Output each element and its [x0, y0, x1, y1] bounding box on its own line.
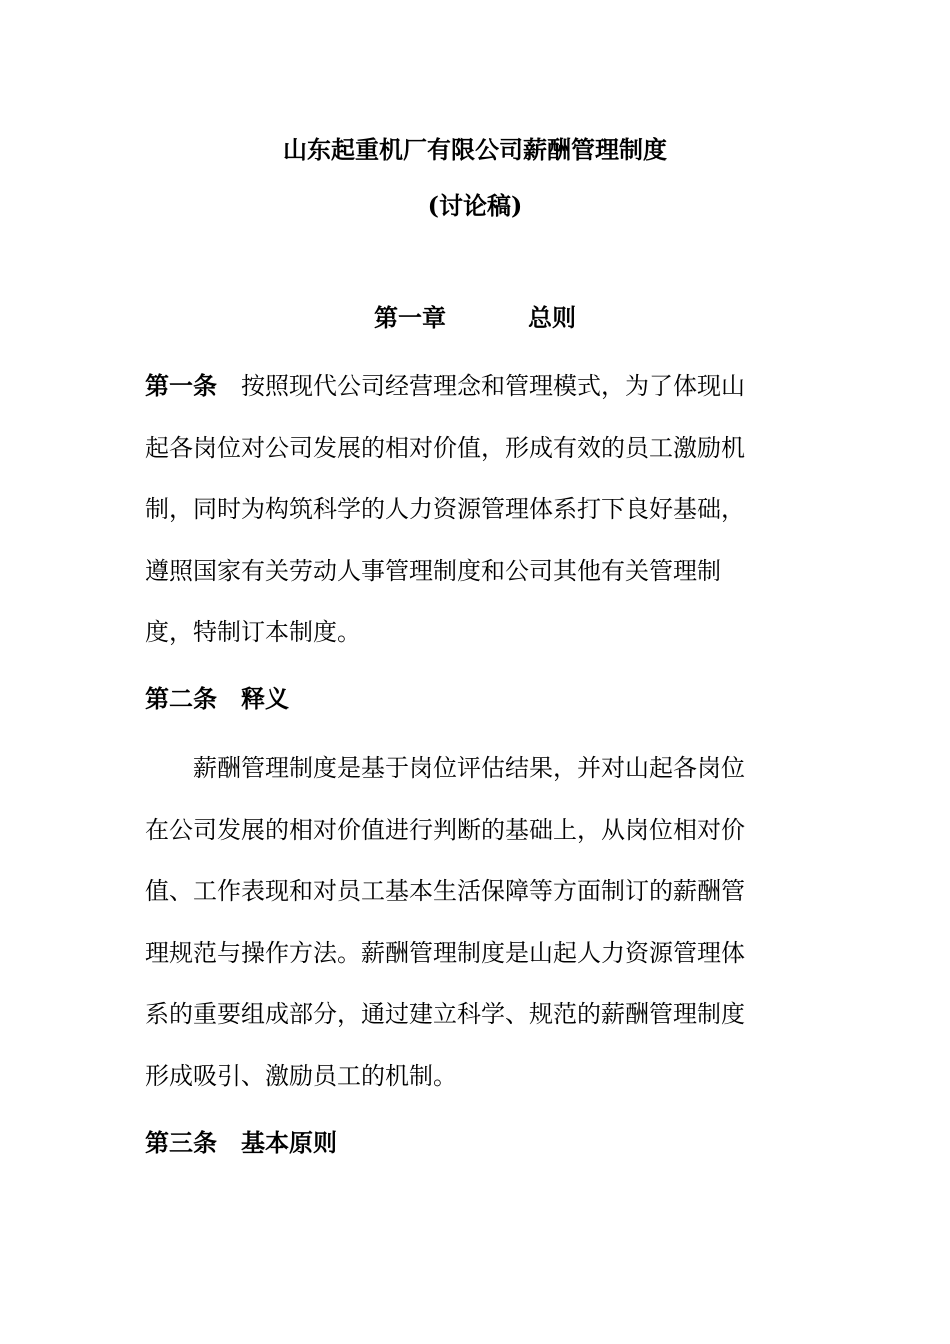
article-1-text-line: 制，同时为构筑科学的人力资源管理体系打下良好基础，	[145, 495, 745, 523]
document-subtitle: (讨论稿)	[427, 191, 523, 220]
article-2-text-line: 系的重要组成部分，通过建立科学、规范的薪酬管理制度	[145, 1000, 745, 1028]
article-2-text-line: 薪酬管理制度是基于岗位评估结果，并对山起各岗位	[193, 754, 745, 782]
article-2-text-line: 形成吸引、激励员工的机制。	[145, 1061, 457, 1090]
article-1-text-line: 度，特制订本制度。	[145, 618, 361, 646]
article-3-title: 基本原则	[241, 1128, 337, 1157]
article-2-number: 第二条	[145, 684, 217, 713]
article-2-title: 释义	[241, 684, 289, 713]
article-1-number: 第一条	[145, 371, 217, 400]
article-2-body	[145, 738, 785, 1107]
chapter-name: 总则	[528, 303, 576, 332]
article-2-text-line: 在公司发展的相对价值进行判断的基础上，从岗位相对价	[145, 815, 745, 844]
article-1	[145, 355, 785, 664]
article-1-text-line: 遵照国家有关劳动人事管理制度和公司其他有关管理制	[145, 556, 721, 585]
article-3-heading	[145, 1112, 785, 1174]
article-3-number: 第三条	[145, 1128, 217, 1157]
document-title: 山东起重机厂有限公司薪酬管理制度	[283, 135, 667, 164]
article-1-text-line: 按照现代公司经营理念和管理模式，为了体现山	[241, 372, 745, 400]
chapter-number: 第一章	[374, 303, 446, 332]
article-2-heading	[145, 668, 785, 730]
article-2-text-line: 理规范与操作方法。薪酬管理制度是山起人力资源管理体	[145, 938, 745, 967]
article-2-text-line: 值、工作表现和对员工基本生活保障等方面制订的薪酬管	[145, 877, 745, 905]
article-1-text-line: 起各岗位对公司发展的相对价值，形成有效的员工激励机	[145, 433, 745, 462]
article-1-line-1	[145, 355, 785, 418]
chapter-heading	[0, 303, 950, 333]
